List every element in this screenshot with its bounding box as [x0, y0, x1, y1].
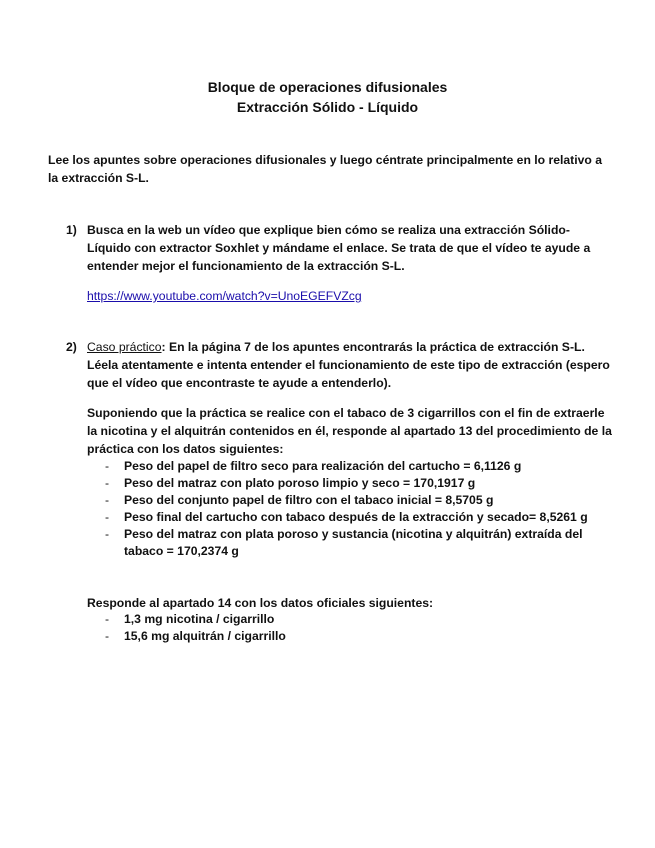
list-item: - 15,6 mg alquitrán / cigarrillo	[105, 629, 286, 643]
official-data-list	[87, 611, 612, 645]
dash-bullet: -	[105, 459, 110, 473]
dash-bullet: -	[105, 493, 110, 507]
question-2-paragraph-2: Suponiendo que la práctica se realice con el tabaco de 3 cigarrillos con el fin de extraerle la nicotina y el alquitrán contenidos en él, responde al apartado 13 del procedimiento de la práctica con los datos siguientes:	[87, 406, 612, 456]
question-1-number: 1)	[66, 223, 77, 237]
page-subtitle: Extracción Sólido - Líquido	[236, 99, 419, 115]
list-item: - Peso del matraz con plato poroso limpio y seco = 170,1917 g	[105, 476, 476, 490]
list-item: - 1,3 mg nicotina / cigarrillo	[105, 612, 275, 626]
dash-bullet: -	[105, 612, 110, 626]
dash-bullet: -	[105, 629, 110, 643]
question-1-text: Busca en la web un vídeo que explique bien cómo se realiza una extracción Sólido-Líquido con extractor Soxhlet y mándame el enlace. Se trata de que el vídeo te ayude a entender mejor el funcionamiento de la extracción S-L.	[87, 223, 591, 273]
question-2-paragraph-3: Responde al apartado 14 con los datos oficiales siguientes:	[87, 596, 434, 610]
caso-practico-label: Caso práctico	[87, 340, 162, 354]
question-2-text	[87, 338, 612, 392]
question-1-link-row	[87, 287, 612, 305]
dash-bullet: -	[105, 476, 110, 490]
dash-bullet: -	[105, 510, 110, 524]
question-2-number: 2)	[66, 340, 77, 354]
dash-bullet: -	[105, 527, 110, 541]
page-title: Bloque de operaciones difusionales	[207, 79, 448, 95]
list-item: - Peso del conjunto papel de filtro con el tabaco inicial = 8,5705 g	[105, 493, 494, 507]
list-item: - Peso del matraz con plata poroso y sustancia (nicotina y alquitrán) extraída del tabaco = 170,2374 g	[105, 527, 583, 558]
list-item: - Peso final del cartucho con tabaco después de la extracción y secado= 8,5261 g	[105, 510, 588, 524]
list-item: - Peso del papel de filtro seco para realización del cartucho = 6,1126 g	[105, 459, 522, 473]
youtube-video-link[interactable]: https://www.youtube.com/watch?v=UnoEGEFVZcg	[87, 289, 362, 303]
question-2-body: : En la página 7 de los apuntes encontrarás la práctica de extracción S-L. Léela atentamente e intenta entender el funcionamiento de este tipo de extracción (espero que el vídeo que encontraste te ayude a entenderlo).	[87, 340, 610, 390]
data-list	[87, 458, 612, 560]
intro-paragraph: Lee los apuntes sobre operaciones difusionales y luego céntrate principalmente en lo relativo a la extracción S-L.	[48, 153, 603, 185]
